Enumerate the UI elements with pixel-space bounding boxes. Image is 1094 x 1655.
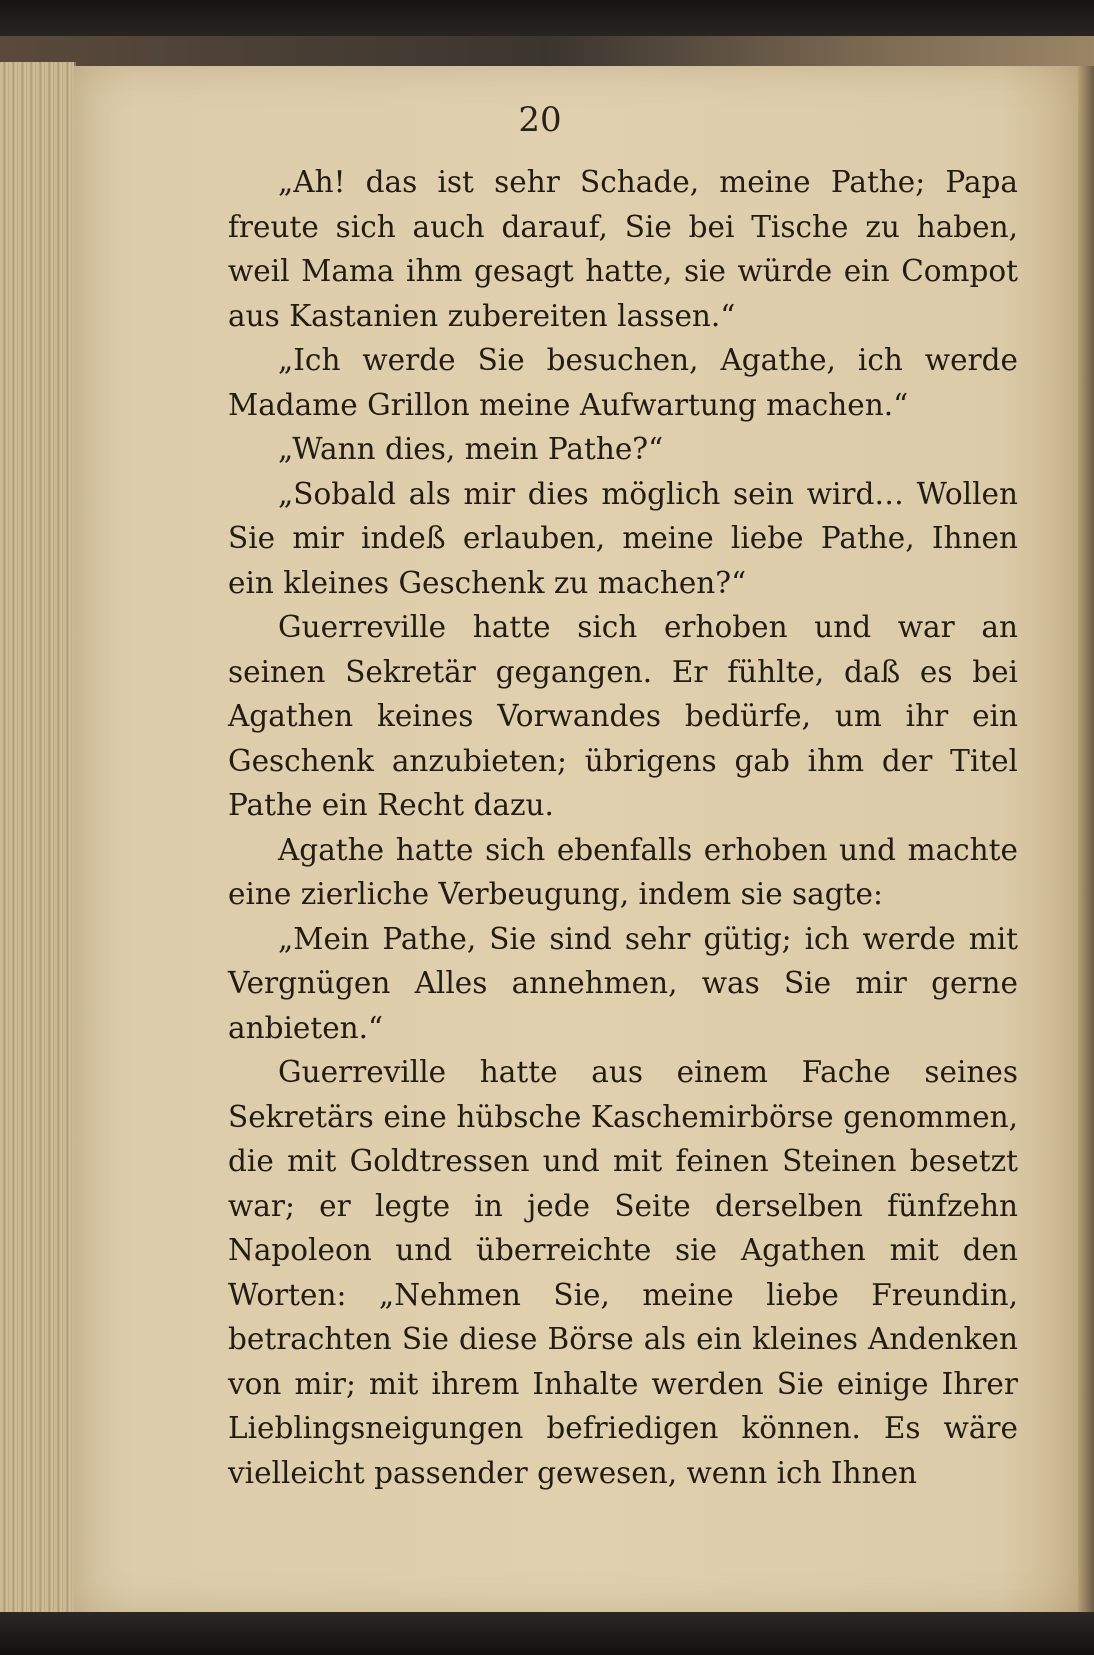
scan-background-top [0,0,1094,40]
page-number: 20 [518,100,562,140]
paragraph: Guerreville hatte aus einem Fache seines Sekretärs eine hübsche Kaschemirbörse genommen, die mit Goldtressen und mit feinen Steinen besetzt war; er legte in jede Seite derselben fünfzehn Napoleon und überreichte sie Agathen mit den Worten: „Nehmen Sie, meine liebe Freundin, betrachten Sie diese Börse als ein kleines Andenken von mir; mit ihrem Inhalte werden Sie einige Ihrer Lieblingsneigungen befriedigen können. Es wäre vielleicht passender gewesen, wenn ich Ihnen [228,1055,1018,1490]
paragraph: „Ich werde Sie besuchen, Agathe, ich werde Madame Grillon meine Aufwartung machen.“ [228,343,1018,422]
page-gutter-shadow [1078,66,1094,1614]
scan-background-bottom [0,1612,1094,1655]
body-text [228,160,1018,1495]
paragraph: „Wann dies, mein Pathe?“ [278,432,664,466]
paragraph: Agathe hatte sich ebenfalls erhoben und machte eine zierliche Verbeugung, indem sie sagte: [228,832,1018,911]
paragraph: Guerreville hatte sich erhoben und war an seinen Sekretär gegangen. Er fühlte, daß es bei Agathen keines Vorwandes bedürfe, um ihr ein Geschenk anzubieten; übrigens gab ihm der Titel Pathe ein Recht dazu. [228,610,1018,822]
book-cover-edge [0,36,1094,70]
paragraph: „Sobald als mir dies möglich sein wird… Wollen Sie mir indeß erlauben, meine liebe Pathe, Ihnen ein kleines Geschenk zu machen?“ [228,476,1018,600]
paragraph: „Ah! das ist sehr Schade, meine Pathe; Papa freute sich auch darauf, Sie bei Tische zu haben, weil Mama ihm gesagt hatte, sie würde ein Compot aus Kastanien zubereiten lassen.“ [228,165,1018,333]
page-stack-edges [0,62,76,1617]
paragraph: „Mein Pathe, Sie sind sehr gütig; ich werde mit Vergnügen Alles annehmen, was Sie mir gerne anbieten.“ [228,921,1018,1045]
